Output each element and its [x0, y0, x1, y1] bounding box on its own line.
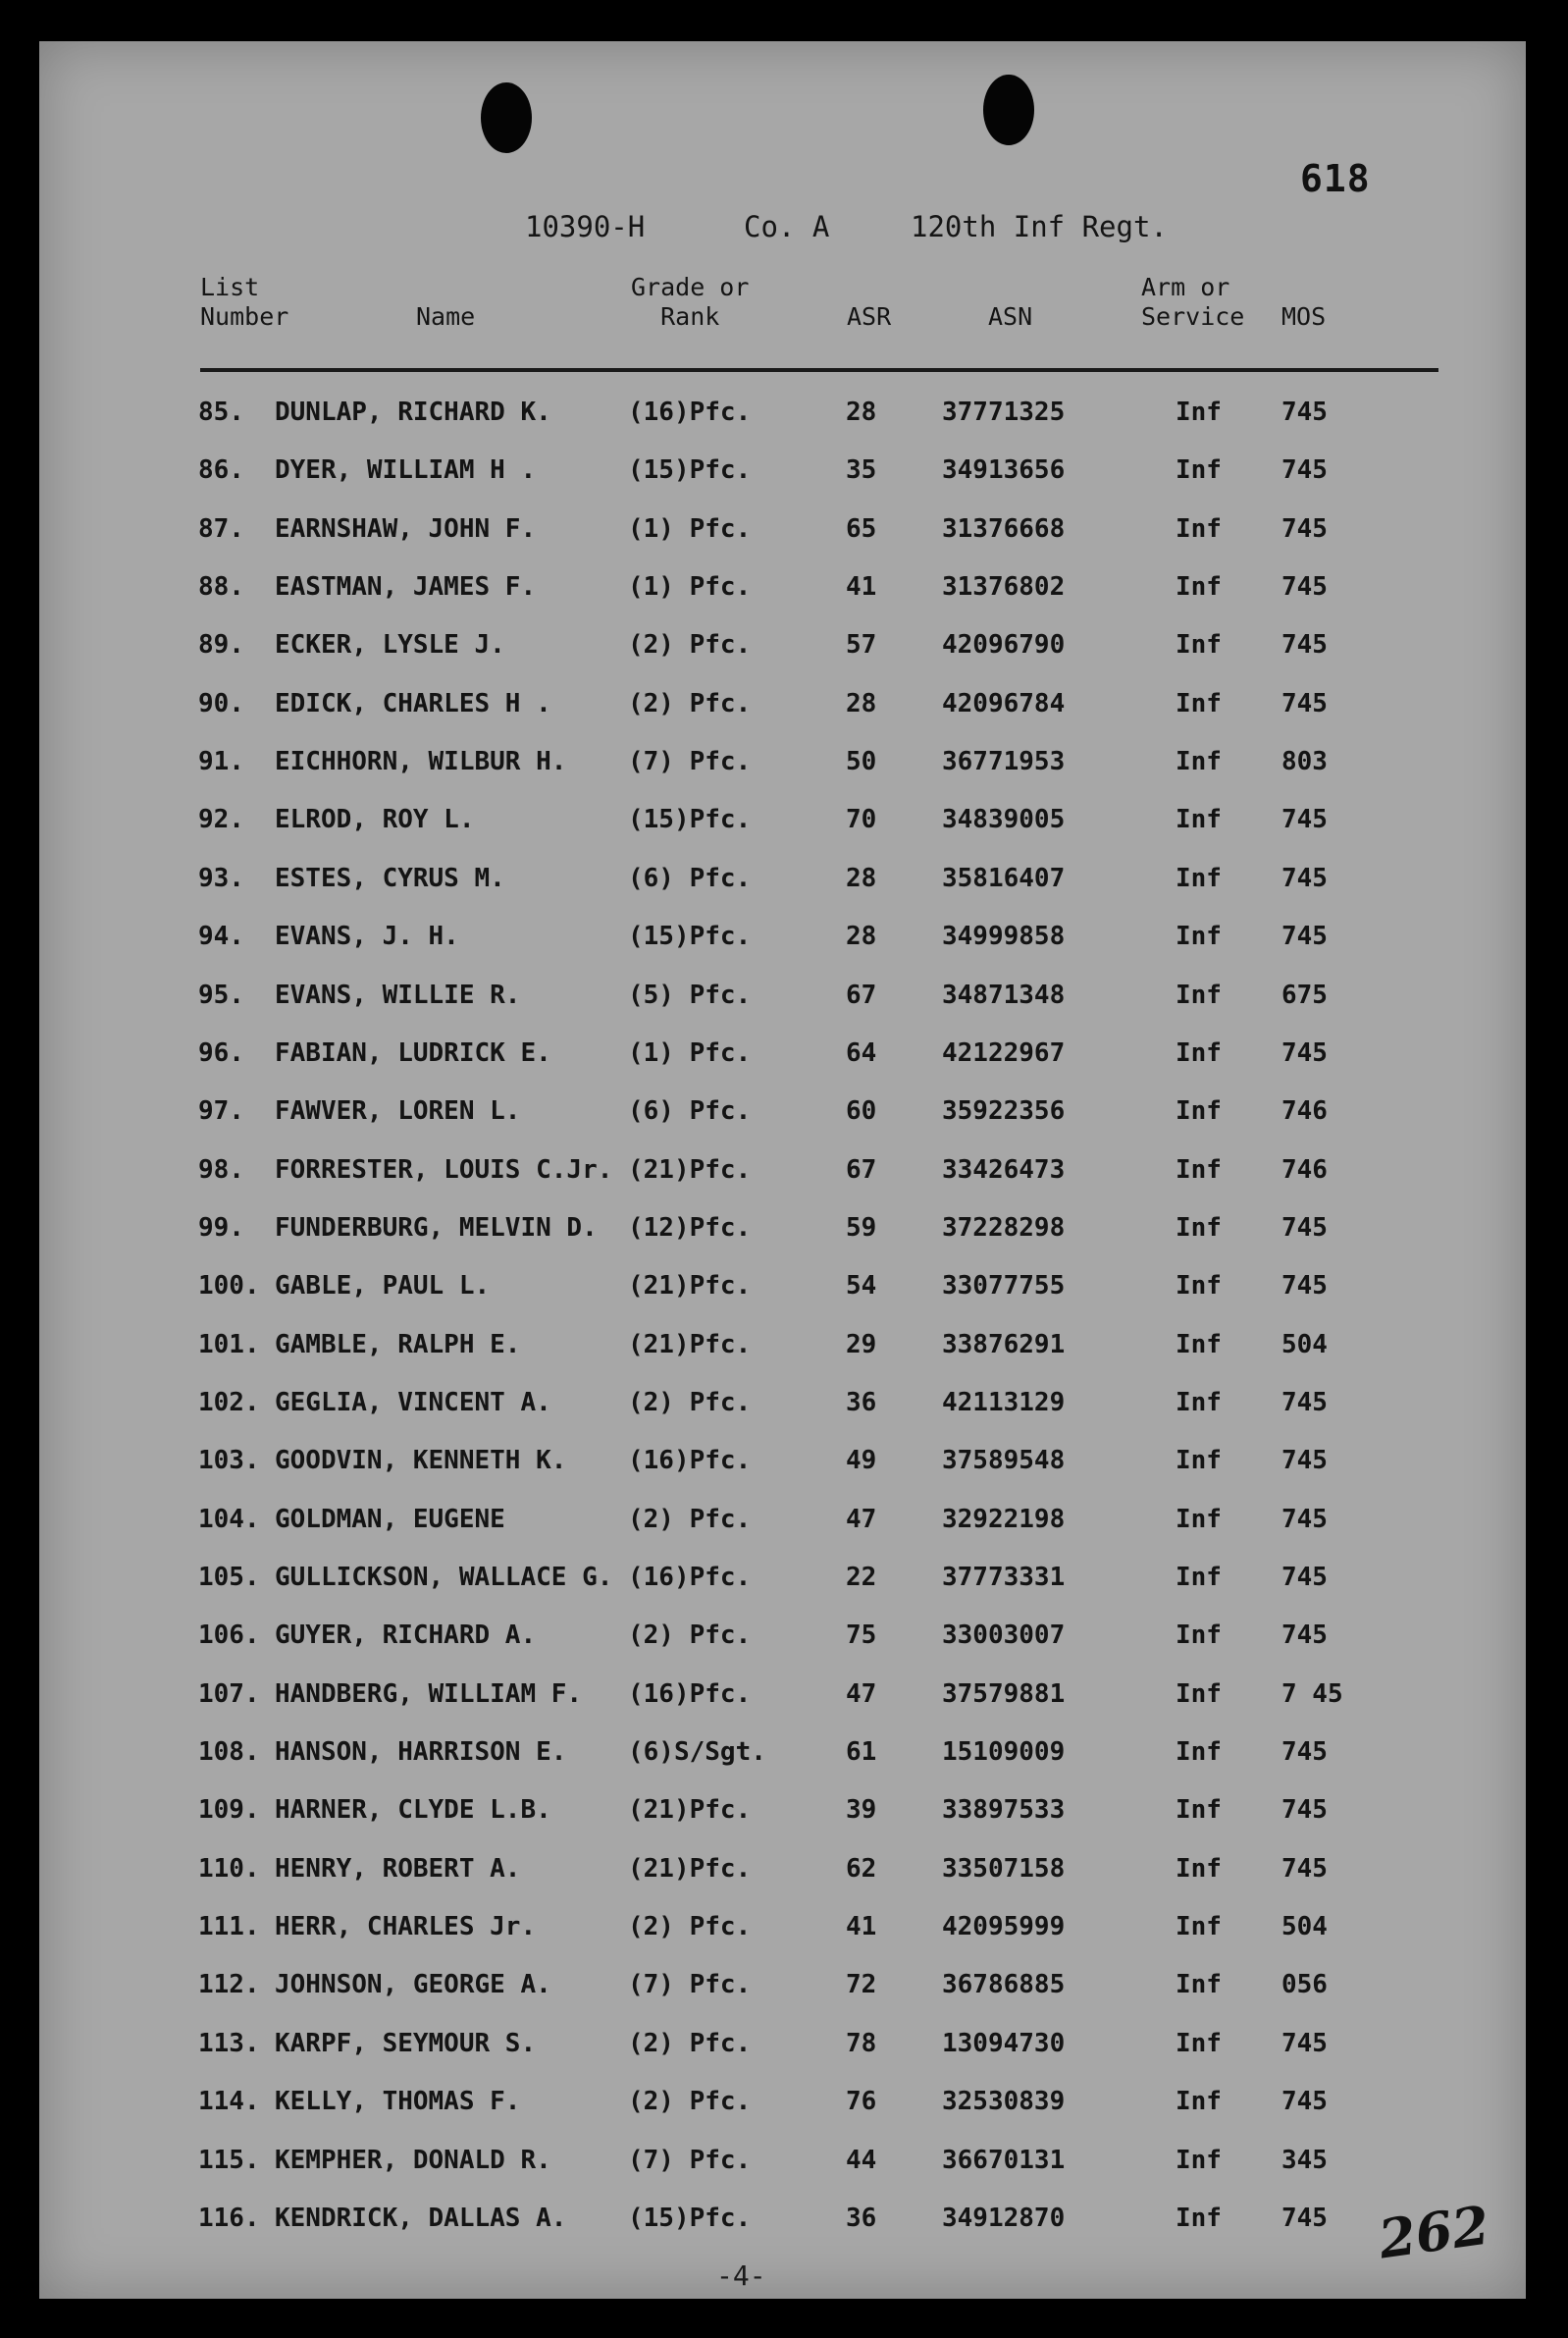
list-number: 114. — [198, 2087, 260, 2116]
grade-rank: (15)Pfc. — [628, 2204, 752, 2233]
soldier-name: DYER, WILLIAM H . — [275, 455, 537, 485]
col-header-mos: MOS — [1281, 302, 1327, 331]
grade-rank: (12)Pfc. — [628, 1213, 752, 1243]
arm-service: Inf — [1176, 1854, 1222, 1884]
grade-rank: (2) Pfc. — [628, 1912, 752, 1941]
asn-serial: 42095999 — [942, 1912, 1066, 1941]
asn-serial: 34912870 — [942, 2204, 1066, 2233]
col-header-list-number: List Number — [200, 273, 289, 331]
asr-score: 36 — [846, 2204, 877, 2233]
grade-rank: (2) Pfc. — [628, 1621, 752, 1650]
col-header-asr: ASR — [847, 302, 892, 331]
mos-code: 746 — [1281, 1155, 1328, 1185]
grade-rank: (6)S/Sgt. — [628, 1737, 766, 1767]
list-number: 106. — [198, 1621, 260, 1650]
asn-serial: 37771325 — [942, 398, 1066, 427]
table-row — [39, 689, 1526, 728]
asr-score: 47 — [846, 1505, 877, 1534]
table-row — [39, 1563, 1526, 1602]
table-row — [39, 747, 1526, 786]
asr-score: 28 — [846, 689, 877, 718]
arm-service: Inf — [1176, 1271, 1222, 1301]
table-row — [39, 981, 1526, 1020]
asn-serial: 36670131 — [942, 2146, 1066, 2175]
arm-service: Inf — [1176, 689, 1222, 718]
grade-rank: (1) Pfc. — [628, 572, 752, 602]
table-row — [39, 864, 1526, 903]
list-number: 105. — [198, 1563, 260, 1592]
list-number: 94. — [198, 922, 244, 951]
mos-code: 745 — [1281, 1271, 1328, 1301]
soldier-name: GULLICKSON, WALLACE G. — [275, 1563, 613, 1592]
grade-rank: (21)Pfc. — [628, 1155, 752, 1185]
soldier-name: ESTES, CYRUS M. — [275, 864, 505, 893]
arm-service: Inf — [1176, 1563, 1222, 1592]
arm-service: Inf — [1176, 398, 1222, 427]
arm-service: Inf — [1176, 2204, 1222, 2233]
asn-serial: 34871348 — [942, 981, 1066, 1010]
arm-service: Inf — [1176, 1155, 1222, 1185]
arm-service: Inf — [1176, 1970, 1222, 1999]
table-row — [39, 630, 1526, 669]
table-row — [39, 2146, 1526, 2185]
mos-code: 745 — [1281, 2029, 1328, 2058]
grade-rank: (16)Pfc. — [628, 1679, 752, 1709]
table-row — [39, 1271, 1526, 1310]
asn-serial: 13094730 — [942, 2029, 1066, 2058]
asr-score: 49 — [846, 1446, 877, 1475]
asr-score: 61 — [846, 1737, 877, 1767]
mos-code: 745 — [1281, 1621, 1328, 1650]
asr-score: 75 — [846, 1621, 877, 1650]
mos-code: 7 45 — [1281, 1679, 1343, 1709]
list-number: 115. — [198, 2146, 260, 2175]
soldier-name: HARNER, CLYDE L.B. — [275, 1795, 551, 1825]
asr-score: 60 — [846, 1096, 877, 1126]
table-row — [39, 1854, 1526, 1893]
asn-serial: 31376802 — [942, 572, 1066, 602]
table-row — [39, 1970, 1526, 2009]
mos-code: 745 — [1281, 864, 1328, 893]
punch-hole — [983, 75, 1034, 145]
soldier-name: GAMBLE, RALPH E. — [275, 1330, 521, 1359]
asr-score: 57 — [846, 630, 877, 660]
grade-rank: (21)Pfc. — [628, 1795, 752, 1825]
asr-score: 54 — [846, 1271, 877, 1301]
soldier-name: KENDRICK, DALLAS A. — [275, 2204, 567, 2233]
list-number: 92. — [198, 805, 244, 834]
list-number: 110. — [198, 1854, 260, 1884]
col-header-asn: ASN — [988, 302, 1033, 331]
grade-rank: (21)Pfc. — [628, 1854, 752, 1884]
table-row — [39, 1446, 1526, 1485]
asr-score: 59 — [846, 1213, 877, 1243]
table-row — [39, 922, 1526, 961]
grade-rank: (5) Pfc. — [628, 981, 752, 1010]
soldier-name: FABIAN, LUDRICK E. — [275, 1038, 551, 1068]
asr-score: 67 — [846, 981, 877, 1010]
arm-service: Inf — [1176, 2087, 1222, 2116]
grade-rank: (2) Pfc. — [628, 689, 752, 718]
mos-code: 056 — [1281, 1970, 1328, 1999]
table-row — [39, 1737, 1526, 1777]
grade-rank: (16)Pfc. — [628, 1446, 752, 1475]
arm-service: Inf — [1176, 864, 1222, 893]
asr-score: 70 — [846, 805, 877, 834]
asn-serial: 35816407 — [942, 864, 1066, 893]
asn-serial: 35922356 — [942, 1096, 1066, 1126]
asr-score: 64 — [846, 1038, 877, 1068]
mos-code: 745 — [1281, 1388, 1328, 1417]
soldier-name: EARNSHAW, JOHN F. — [275, 514, 537, 544]
list-number: 107. — [198, 1679, 260, 1709]
table-row — [39, 1096, 1526, 1136]
soldier-name: KEMPHER, DONALD R. — [275, 2146, 551, 2175]
list-number: 100. — [198, 1271, 260, 1301]
soldier-name: ECKER, LYSLE J. — [275, 630, 505, 660]
asn-serial: 33876291 — [942, 1330, 1066, 1359]
arm-service: Inf — [1176, 981, 1222, 1010]
arm-service: Inf — [1176, 805, 1222, 834]
arm-service: Inf — [1176, 1388, 1222, 1417]
arm-service: Inf — [1176, 1737, 1222, 1767]
asr-score: 36 — [846, 1388, 877, 1417]
list-number: 85. — [198, 398, 244, 427]
table-row — [39, 1621, 1526, 1660]
list-number: 86. — [198, 455, 244, 485]
asr-score: 29 — [846, 1330, 877, 1359]
grade-rank: (15)Pfc. — [628, 922, 752, 951]
grade-rank: (15)Pfc. — [628, 455, 752, 485]
asn-serial: 42096784 — [942, 689, 1066, 718]
soldier-name: GABLE, PAUL L. — [275, 1271, 491, 1301]
grade-rank: (21)Pfc. — [628, 1271, 752, 1301]
soldier-name: ELROD, ROY L. — [275, 805, 475, 834]
asr-score: 78 — [846, 2029, 877, 2058]
arm-service: Inf — [1176, 1330, 1222, 1359]
asn-serial: 31376668 — [942, 514, 1066, 544]
asr-score: 50 — [846, 747, 877, 776]
mos-code: 745 — [1281, 398, 1328, 427]
soldier-name: EVANS, WILLIE R. — [275, 981, 521, 1010]
asn-serial: 33426473 — [942, 1155, 1066, 1185]
asn-serial: 37589548 — [942, 1446, 1066, 1475]
asr-score: 28 — [846, 864, 877, 893]
asn-serial: 36771953 — [942, 747, 1066, 776]
mos-code: 745 — [1281, 922, 1328, 951]
soldier-name: FUNDERBURG, MELVIN D. — [275, 1213, 598, 1243]
asn-serial: 33003007 — [942, 1621, 1066, 1650]
soldier-name: EICHHORN, WILBUR H. — [275, 747, 567, 776]
list-number: 99. — [198, 1213, 244, 1243]
soldier-name: KELLY, THOMAS F. — [275, 2087, 521, 2116]
grade-rank: (15)Pfc. — [628, 805, 752, 834]
grade-rank: (16)Pfc. — [628, 1563, 752, 1592]
soldier-name: GOLDMAN, EUGENE — [275, 1505, 505, 1534]
asr-score: 39 — [846, 1795, 877, 1825]
asn-serial: 15109009 — [942, 1737, 1066, 1767]
asn-serial: 33897533 — [942, 1795, 1066, 1825]
arm-service: Inf — [1176, 514, 1222, 544]
list-number: 95. — [198, 981, 244, 1010]
col-header-name: Name — [416, 302, 476, 331]
soldier-name: EASTMAN, JAMES F. — [275, 572, 537, 602]
table-row — [39, 1038, 1526, 1078]
mos-code: 675 — [1281, 981, 1328, 1010]
asn-serial: 42122967 — [942, 1038, 1066, 1068]
arm-service: Inf — [1176, 1096, 1222, 1126]
table-row — [39, 2087, 1526, 2126]
arm-service: Inf — [1176, 1621, 1222, 1650]
arm-service: Inf — [1176, 1505, 1222, 1534]
mos-code: 745 — [1281, 689, 1328, 718]
table-row — [39, 1912, 1526, 1951]
table-row — [39, 2029, 1526, 2068]
asn-serial: 34999858 — [942, 922, 1066, 951]
grade-rank: (7) Pfc. — [628, 1970, 752, 1999]
mos-code: 745 — [1281, 1854, 1328, 1884]
mos-code: 504 — [1281, 1912, 1328, 1941]
asn-serial: 42096790 — [942, 630, 1066, 660]
table-row — [39, 1679, 1526, 1719]
arm-service: Inf — [1176, 1912, 1222, 1941]
soldier-name: HANDBERG, WILLIAM F. — [275, 1679, 583, 1709]
table-row — [39, 1505, 1526, 1544]
list-number: 96. — [198, 1038, 244, 1068]
list-number: 98. — [198, 1155, 244, 1185]
asn-serial: 32922198 — [942, 1505, 1066, 1534]
mos-code: 745 — [1281, 1795, 1328, 1825]
list-number: 109. — [198, 1795, 260, 1825]
grade-rank: (2) Pfc. — [628, 1505, 752, 1534]
grade-rank: (21)Pfc. — [628, 1330, 752, 1359]
mos-code: 745 — [1281, 1563, 1328, 1592]
grade-rank: (6) Pfc. — [628, 864, 752, 893]
soldier-name: DUNLAP, RICHARD K. — [275, 398, 551, 427]
soldier-name: FAWVER, LOREN L. — [275, 1096, 521, 1126]
arm-service: Inf — [1176, 572, 1222, 602]
page-number: -4- — [716, 2259, 766, 2292]
asr-score: 41 — [846, 572, 877, 602]
list-number: 91. — [198, 747, 244, 776]
table-row — [39, 455, 1526, 495]
page-stamp-number: 618 — [1300, 157, 1371, 200]
asn-serial: 36786885 — [942, 1970, 1066, 1999]
table-row — [39, 1155, 1526, 1195]
arm-service: Inf — [1176, 922, 1222, 951]
asn-serial: 33507158 — [942, 1854, 1066, 1884]
asn-serial: 42113129 — [942, 1388, 1066, 1417]
grade-rank: (6) Pfc. — [628, 1096, 752, 1126]
list-number: 103. — [198, 1446, 260, 1475]
mos-code: 745 — [1281, 1038, 1328, 1068]
list-number: 108. — [198, 1737, 260, 1767]
asr-score: 35 — [846, 455, 877, 485]
grade-rank: (16)Pfc. — [628, 398, 752, 427]
grade-rank: (2) Pfc. — [628, 630, 752, 660]
grade-rank: (7) Pfc. — [628, 2146, 752, 2175]
asr-score: 47 — [846, 1679, 877, 1709]
list-number: 113. — [198, 2029, 260, 2058]
table-row — [39, 1795, 1526, 1834]
list-number: 89. — [198, 630, 244, 660]
regiment: 120th Inf Regt. — [911, 210, 1168, 243]
mos-code: 345 — [1281, 2146, 1328, 2175]
mos-code: 745 — [1281, 1446, 1328, 1475]
list-number: 88. — [198, 572, 244, 602]
list-number: 112. — [198, 1970, 260, 1999]
mos-code: 745 — [1281, 2087, 1328, 2116]
list-number: 97. — [198, 1096, 244, 1126]
list-number: 116. — [198, 2204, 260, 2233]
soldier-name: HANSON, HARRISON E. — [275, 1737, 567, 1767]
table-row — [39, 514, 1526, 554]
soldier-name: HENRY, ROBERT A. — [275, 1854, 521, 1884]
table-row — [39, 572, 1526, 611]
table-row — [39, 398, 1526, 437]
grade-rank: (2) Pfc. — [628, 1388, 752, 1417]
mos-code: 745 — [1281, 2204, 1328, 2233]
handwritten-note: 262 — [1375, 2193, 1493, 2271]
mos-code: 745 — [1281, 572, 1328, 602]
list-number: 101. — [198, 1330, 260, 1359]
asr-score: 22 — [846, 1563, 877, 1592]
soldier-name: EVANS, J. H. — [275, 922, 459, 951]
table-row — [39, 2204, 1526, 2243]
list-number: 111. — [198, 1912, 260, 1941]
asn-serial: 33077755 — [942, 1271, 1066, 1301]
asr-score: 44 — [846, 2146, 877, 2175]
grade-rank: (7) Pfc. — [628, 747, 752, 776]
mos-code: 745 — [1281, 514, 1328, 544]
soldier-name: JOHNSON, GEORGE A. — [275, 1970, 551, 1999]
company: Co. A — [744, 210, 830, 243]
asr-score: 67 — [846, 1155, 877, 1185]
arm-service: Inf — [1176, 747, 1222, 776]
list-number: 87. — [198, 514, 244, 544]
asr-score: 62 — [846, 1854, 877, 1884]
soldier-name: KARPF, SEYMOUR S. — [275, 2029, 537, 2058]
mos-code: 745 — [1281, 805, 1328, 834]
asn-serial: 32530839 — [942, 2087, 1066, 2116]
asn-serial: 37579881 — [942, 1679, 1066, 1709]
arm-service: Inf — [1176, 1679, 1222, 1709]
table-row — [39, 1213, 1526, 1252]
arm-service: Inf — [1176, 630, 1222, 660]
asn-serial: 37228298 — [942, 1213, 1066, 1243]
mos-code: 745 — [1281, 1213, 1328, 1243]
asr-score: 72 — [846, 1970, 877, 1999]
document-page — [39, 41, 1526, 2299]
mos-code: 746 — [1281, 1096, 1328, 1126]
mos-code: 745 — [1281, 1737, 1328, 1767]
list-number: 102. — [198, 1388, 260, 1417]
grade-rank: (1) Pfc. — [628, 1038, 752, 1068]
file-number: 10390-H — [525, 210, 646, 243]
soldier-name: GOODVIN, KENNETH K. — [275, 1446, 567, 1475]
mos-code: 745 — [1281, 1505, 1328, 1534]
asr-score: 65 — [846, 514, 877, 544]
soldier-name: GEGLIA, VINCENT A. — [275, 1388, 551, 1417]
soldier-name: HERR, CHARLES Jr. — [275, 1912, 537, 1941]
soldier-name: GUYER, RICHARD A. — [275, 1621, 537, 1650]
table-row — [39, 1330, 1526, 1369]
mos-code: 504 — [1281, 1330, 1328, 1359]
asr-score: 76 — [846, 2087, 877, 2116]
arm-service: Inf — [1176, 2146, 1222, 2175]
grade-rank: (2) Pfc. — [628, 2087, 752, 2116]
grade-rank: (1) Pfc. — [628, 514, 752, 544]
asn-serial: 34913656 — [942, 455, 1066, 485]
arm-service: Inf — [1176, 1213, 1222, 1243]
asn-serial: 34839005 — [942, 805, 1066, 834]
punch-hole — [481, 82, 532, 153]
mos-code: 803 — [1281, 747, 1328, 776]
grade-rank: (2) Pfc. — [628, 2029, 752, 2058]
arm-service: Inf — [1176, 2029, 1222, 2058]
col-header-grade: Grade or Rank — [631, 273, 750, 331]
arm-service: Inf — [1176, 455, 1222, 485]
asr-score: 41 — [846, 1912, 877, 1941]
arm-service: Inf — [1176, 1446, 1222, 1475]
asr-score: 28 — [846, 398, 877, 427]
soldier-name: EDICK, CHARLES H . — [275, 689, 551, 718]
col-header-arm: Arm or Service — [1141, 273, 1245, 331]
table-row — [39, 805, 1526, 844]
arm-service: Inf — [1176, 1038, 1222, 1068]
list-number: 93. — [198, 864, 244, 893]
asn-serial: 37773331 — [942, 1563, 1066, 1592]
mos-code: 745 — [1281, 455, 1328, 485]
arm-service: Inf — [1176, 1795, 1222, 1825]
table-row — [39, 1388, 1526, 1427]
list-number: 104. — [198, 1505, 260, 1534]
list-number: 90. — [198, 689, 244, 718]
mos-code: 745 — [1281, 630, 1328, 660]
soldier-name: FORRESTER, LOUIS C.Jr. — [275, 1155, 613, 1185]
asr-score: 28 — [846, 922, 877, 951]
header-rule — [200, 368, 1438, 372]
